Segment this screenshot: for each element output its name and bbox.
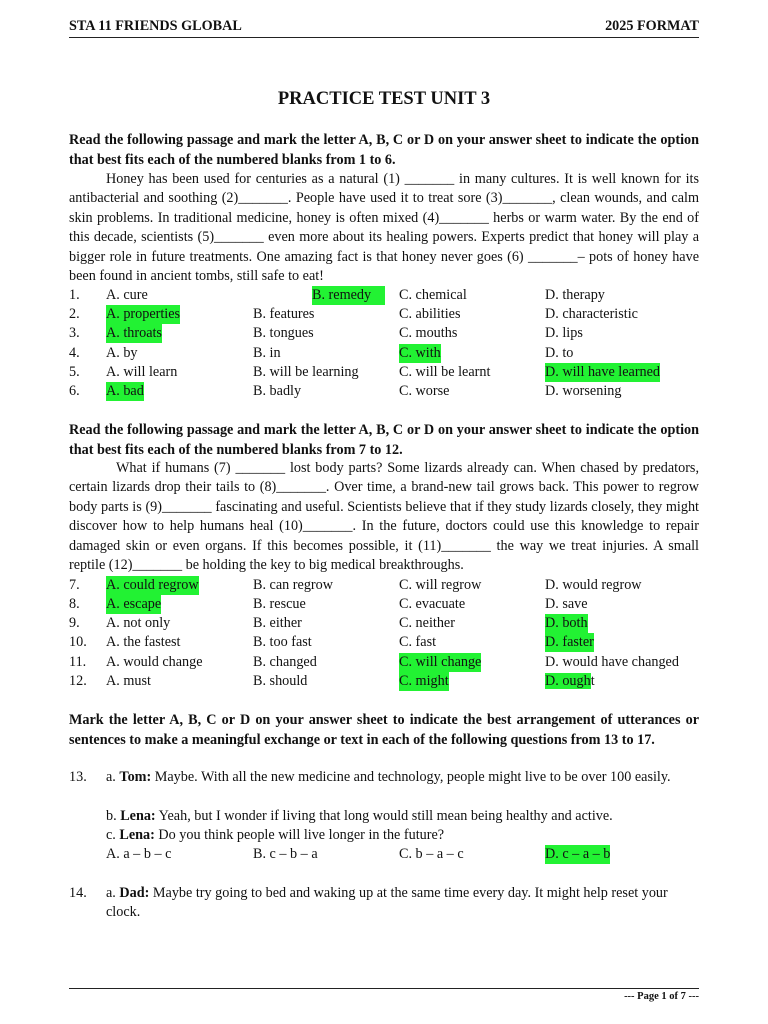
- footer-divider: [69, 988, 699, 989]
- option-b[interactable]: B. c – b – a: [253, 846, 318, 862]
- page-title: PRACTICE TEST UNIT 3: [277, 89, 491, 109]
- option-d[interactable]: D. to: [545, 345, 574, 361]
- option-a[interactable]: A. must: [106, 673, 151, 689]
- option-d[interactable]: D. would regrow: [545, 577, 642, 593]
- question-number: 12.: [69, 673, 87, 689]
- question-row: [69, 305, 709, 324]
- option-c[interactable]: C. mouths: [399, 325, 458, 341]
- option-a[interactable]: A. will learn: [106, 364, 178, 380]
- option-d[interactable]: D. save: [545, 596, 588, 612]
- question-row: [69, 614, 709, 633]
- option-c[interactable]: C. will be learnt: [399, 364, 491, 380]
- option-c-highlighted[interactable]: C. might: [399, 673, 449, 689]
- option-d[interactable]: D. worsening: [545, 383, 622, 399]
- question-number: 7.: [69, 577, 80, 593]
- option-c[interactable]: C. abilities: [399, 306, 461, 322]
- question-number: 13.: [69, 769, 87, 785]
- question-row: [69, 633, 709, 652]
- option-d-highlighted-part: D. ough: [545, 673, 591, 689]
- option-a-highlighted[interactable]: A. properties: [106, 306, 181, 322]
- utterance-text: Yeah, but I wonder if living that long would still mean being healthy and active.: [155, 808, 613, 824]
- question-row: [69, 845, 709, 864]
- question-number: 10.: [69, 634, 87, 650]
- option-a-highlighted[interactable]: A. could regrow: [106, 577, 199, 593]
- utterance-text: Maybe. With all the new medicine and technology, people might live to be over 100 easily.: [151, 769, 671, 785]
- header-right: 2025 FORMAT: [605, 18, 699, 34]
- option-c-highlighted[interactable]: C. with: [399, 345, 441, 361]
- utterance-letter: c.: [106, 827, 120, 843]
- question-row: [69, 286, 709, 305]
- option-b[interactable]: B. in: [253, 345, 281, 361]
- utterance-b: [106, 807, 700, 826]
- option-a[interactable]: A. the fastest: [106, 634, 181, 650]
- option-d[interactable]: D. lips: [545, 325, 583, 341]
- option-c[interactable]: C. chemical: [399, 287, 467, 303]
- speaker-name: Dad:: [119, 885, 150, 901]
- section1-passage: Honey has been used for centuries as a natural (1) _______ in many cultures. It is well known for its antibacterial and soothing (2)_______. People have used it to treat sore (3)_______, clean wounds, and calm skin problems. In traditional medicine, honey is often mixed (4)_______ herbs or warm water. By the end of this decade, scientists (5)_______ even more about its healing powers. Experts predict that honey will play a bigger role in future treatments. One amazing fact is that honey never goes (6) _______– pots of honey have been found in ancient tombs, still safe to eat!: [69, 171, 699, 285]
- speaker-name: Tom:: [119, 769, 152, 785]
- option-b-highlighted[interactable]: B. remedy: [312, 286, 385, 305]
- option-c-highlighted[interactable]: C. will change: [399, 654, 482, 670]
- option-a[interactable]: A. a – b – c: [106, 846, 172, 862]
- option-c[interactable]: C. evacuate: [399, 596, 466, 612]
- option-d-highlighted[interactable]: D. will have learned: [545, 364, 661, 380]
- page-number: --- Page 1 of 7 ---: [624, 991, 699, 1002]
- option-d[interactable]: D. characteristic: [545, 306, 638, 322]
- question-number: 3.: [69, 325, 80, 341]
- utterance-text: Maybe try going to bed and waking up at the same time every day. It might help reset your clock.: [106, 885, 668, 921]
- option-b[interactable]: B. rescue: [253, 596, 306, 612]
- question-number: 1.: [69, 287, 80, 303]
- option-b[interactable]: B. badly: [253, 383, 302, 399]
- option-d-highlighted[interactable]: D. c – a – b: [545, 846, 611, 862]
- question-row: [69, 324, 709, 343]
- option-a-highlighted[interactable]: A. escape: [106, 596, 162, 612]
- question-row: [69, 344, 709, 363]
- header-left: STA 11 FRIENDS GLOBAL: [69, 18, 242, 34]
- speaker-name: Lena:: [119, 827, 155, 843]
- question-number: 11.: [69, 654, 87, 670]
- section2-passage: What if humans (7) _______ lost body parts? Some lizards already can. When chased by predators, certain lizards drop their tails to (8)_______. Over time, a brand-new tail grows back. This power to regrow body parts is (9)_______ fascinating and useful. Scientists believe that if they study lizards closely, they might discover how to help humans heal (10)_______. In the future, doctors could use this knowledge to repair damaged skin or even organs. If this becomes possible, it (11)_______ the way we treat injuries. A small reptile (12)_______ be holding the key to big medical breakthroughs.: [69, 460, 699, 574]
- question-number: 4.: [69, 345, 80, 361]
- option-c[interactable]: C. fast: [399, 634, 437, 650]
- utterance-letter: a.: [106, 769, 120, 785]
- section1-instruction: Read the following passage and mark the letter A, B, C or D on your answer sheet to indicate the option that best fits each of the numbered blanks from 1 to 6.: [69, 132, 699, 168]
- question-number: 8.: [69, 596, 80, 612]
- option-d-highlighted[interactable]: D. faster: [545, 634, 594, 650]
- option-a-highlighted[interactable]: A. throats: [106, 325, 162, 341]
- question-row: [69, 363, 709, 382]
- option-b[interactable]: B. too fast: [253, 634, 312, 650]
- question-row: [69, 576, 709, 595]
- utterance-letter: b.: [106, 808, 121, 824]
- question-row: [69, 653, 709, 672]
- option-b[interactable]: B. can regrow: [253, 577, 333, 593]
- option-d-rest: t: [590, 673, 595, 689]
- question-number: 9.: [69, 615, 80, 631]
- speaker-name: Lena:: [120, 808, 156, 824]
- option-c[interactable]: C. will regrow: [399, 577, 482, 593]
- option-a[interactable]: A. cure: [106, 287, 148, 303]
- question-number: 5.: [69, 364, 80, 380]
- question-number: 14.: [69, 885, 87, 901]
- option-b[interactable]: B. tongues: [253, 325, 314, 341]
- option-c[interactable]: C. neither: [399, 615, 455, 631]
- utterance-text: Do you think people will live longer in the future?: [154, 827, 445, 843]
- option-d-highlighted[interactable]: D. both: [545, 615, 588, 631]
- option-a[interactable]: A. would change: [106, 654, 203, 670]
- option-b[interactable]: B. changed: [253, 654, 317, 670]
- question-number: 2.: [69, 306, 80, 322]
- option-c[interactable]: C. b – a – c: [399, 846, 464, 862]
- option-b[interactable]: B. will be learning: [253, 364, 359, 380]
- utterance-letter: a.: [106, 885, 120, 901]
- section3-instruction: Mark the letter A, B, C or D on your answer sheet to indicate the best arrangement of utterances or sentences to make a meaningful exchange or text in each of the following questions from 13 to 17.: [69, 712, 699, 748]
- option-b[interactable]: B. either: [253, 615, 302, 631]
- option-c[interactable]: C. worse: [399, 383, 450, 399]
- question-number: 6.: [69, 383, 80, 399]
- section2-instruction: Read the following passage and mark the letter A, B, C or D on your answer sheet to indicate the option that best fits each of the numbered blanks from 7 to 12.: [69, 422, 699, 458]
- question-row: [69, 672, 709, 691]
- option-b[interactable]: B. features: [253, 306, 315, 322]
- utterance-c: [106, 826, 700, 845]
- option-d[interactable]: [545, 672, 595, 691]
- option-b[interactable]: B. should: [253, 673, 308, 689]
- question-row: [69, 595, 709, 614]
- option-a[interactable]: A. by: [106, 345, 138, 361]
- option-d[interactable]: D. therapy: [545, 287, 605, 303]
- option-a[interactable]: A. not only: [106, 615, 171, 631]
- option-d[interactable]: D. would have changed: [545, 654, 679, 670]
- question-row: [69, 382, 709, 401]
- page-header: [69, 17, 699, 38]
- utterance-a: [106, 884, 700, 923]
- option-a-highlighted[interactable]: A. bad: [106, 383, 144, 399]
- utterance-a: [106, 768, 700, 787]
